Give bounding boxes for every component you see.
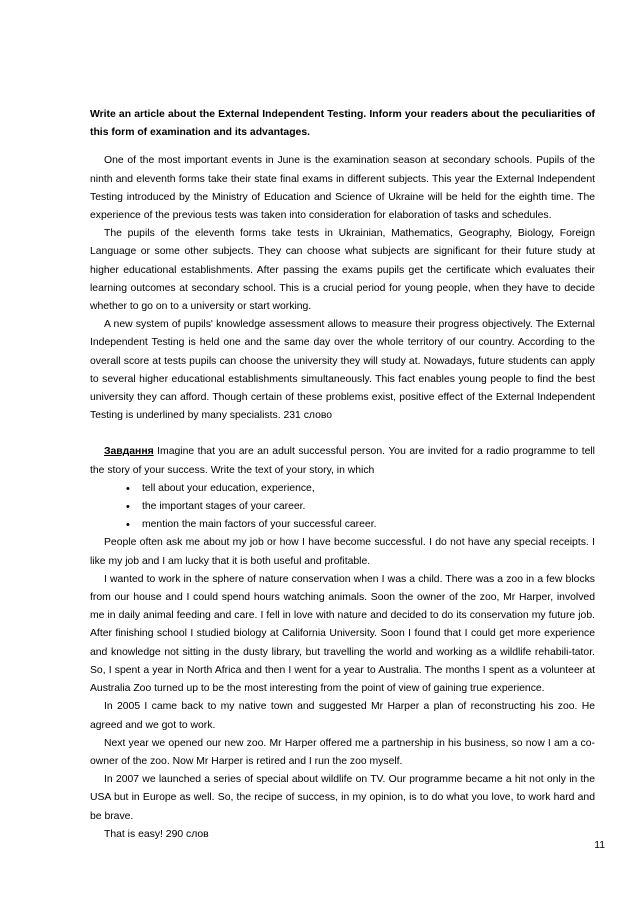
story-paragraph: People often ask me about my job or how I have become successful. I do not have any special receipts. I like my job and I am lucky that it is both useful and profitable. xyxy=(90,537,595,567)
bullet-item: • tell about your education, experience, xyxy=(126,480,595,498)
task2-label: Завдання xyxy=(104,446,154,458)
task2-prompt xyxy=(90,443,595,479)
task1-prompt: Write an article about the External Independent Testing. Inform your readers about the peculiarities of this form of examination and its advantages. xyxy=(90,109,595,139)
task2-bullet-list xyxy=(90,480,595,535)
story-paragraph: Next year we opened our new zoo. Mr Harper offered me a partnership in his business, so now I am a co-owner of the zoo. Now Mr Harper is retired and I run the zoo myself. xyxy=(90,737,595,767)
article-paragraph: One of the most important events in June is the examination season at secondary schools. Pupils of the ninth and eleventh forms take their state final exams in different subjects. This year the External Independent Testing introduced by the Ministry of Education and Science of Ukraine will be held for the eighth time. The experience of the previous tests was taken into consideration for elaboration of tasks and schedules. xyxy=(90,155,595,222)
article-paragraph: A new system of pupils' knowledge assessment allows to measure their progress objectively. The External Independent Testing is held one and the same day over the whole territory of our country. According to the overall score at tests pupils can choose the university they will study at. Nowadays, future students can apply to several higher educational establishments simultaneously. This fact enables young people to find the best university they can afford. Though certain of these problems exist, positive effect of the External Independent Testing is underlined by many specialists. 231 слово xyxy=(90,319,595,422)
page-content xyxy=(90,106,595,844)
article-paragraph: The pupils of the eleventh forms take tests in Ukrainian, Mathematics, Geography, Biology, Foreign Language or some other subjects. They can choose what subjects are significant for their future study at higher educational establishments. After passing the exams pupils get the certificate which evaluates their learning outcomes at secondary school. This is a crucial period for young people, when they have to decide whether to go on to a university or start working. xyxy=(90,228,595,313)
task2-prompt-text: Imagine that you are an adult successful person. You are invited for a radio programme to tell the story of your success. Write the text of your story, in which xyxy=(90,446,595,476)
story-paragraph: In 2005 I came back to my native town and suggested Mr Harper a plan of reconstructing his zoo. He agreed and we got to work. xyxy=(90,701,595,731)
story-paragraph: I wanted to work in the sphere of nature conservation when I was a child. There was a zoo in a few blocks from our house and I could spend hours watching animals. Soon the owner of the zoo, Mr Harper, involved me in daily animal feeding and care. I fell in love with nature and decided to do its conservation my future job. After finishing school I studied biology at California University. Soon I found that I could get more experience and knowledge not sitting in the dusty library, but travelling the world and working as a wildlife rehabili-tator. So, I spent a year in North Africa and then I went for a year to Australia. The months I spent as a volunteer at Australia Zoo turned up to be the most interesting from the point of view of gaining true experience. xyxy=(90,573,595,695)
page-number: 11 xyxy=(594,840,605,851)
story-paragraph: That is easy! 290 слов xyxy=(104,828,209,840)
bullet-item: • mention the main factors of your successful career. xyxy=(126,516,595,534)
story-paragraph: In 2007 we launched a series of special about wildlife on TV. Our programme became a hit not only in the USA but in Europe as well. So, the recipe of success, in my opinion, is to do what you love, to work hard and be brave. xyxy=(90,774,595,822)
bullet-item: • the important stages of your career. xyxy=(126,498,595,516)
